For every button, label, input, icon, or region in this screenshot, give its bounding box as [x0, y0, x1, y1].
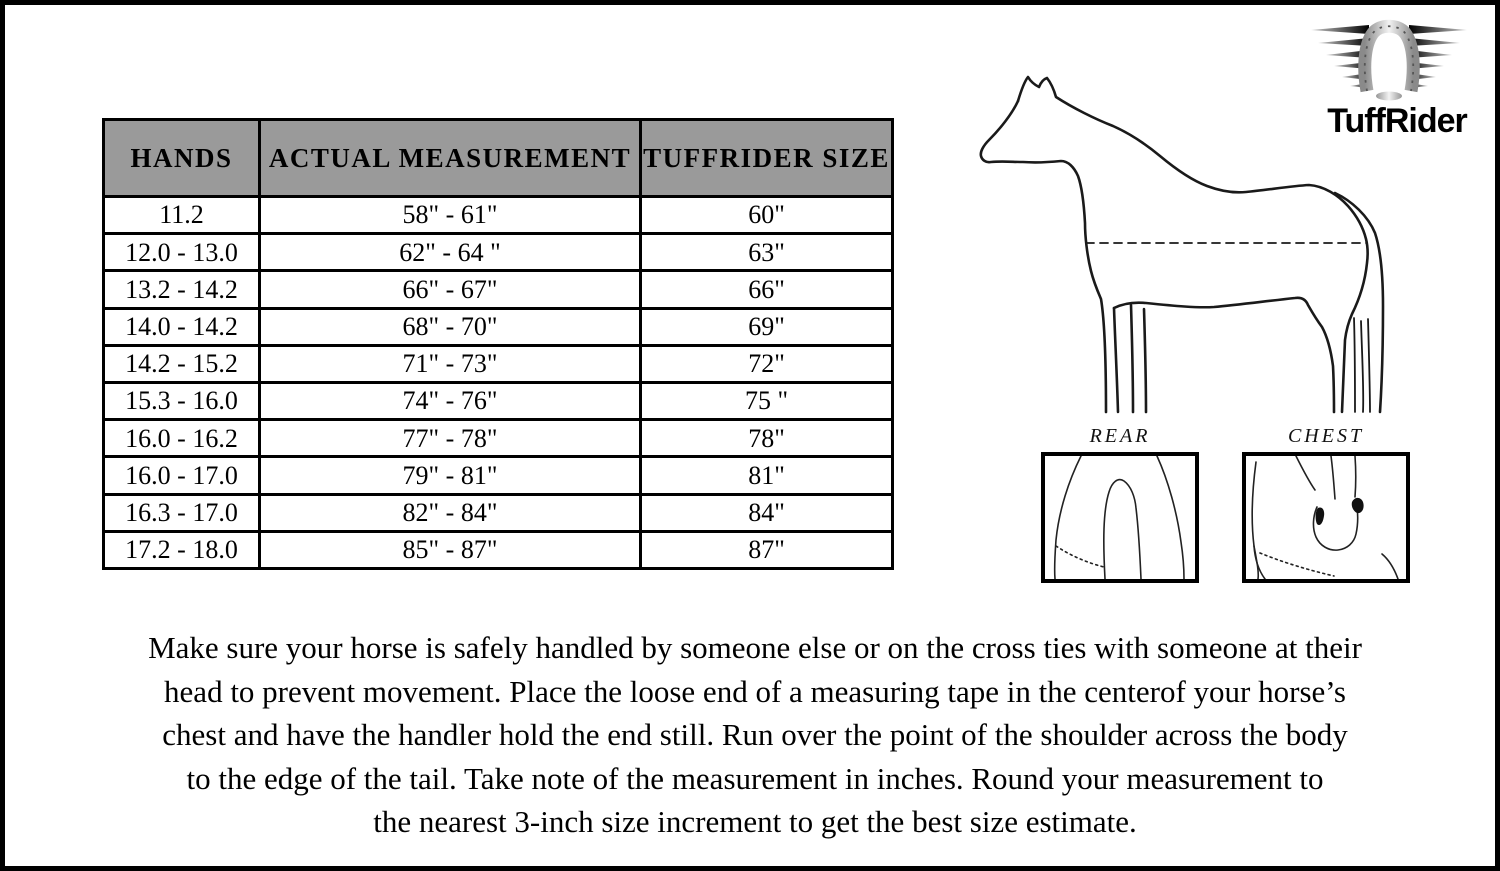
table-row	[104, 345, 893, 382]
instruction-line: chest and have the handler hold the end still. Run over the point of the shoulder across the body	[162, 717, 1348, 752]
cell-hands: 14.2 - 15.2	[104, 345, 260, 382]
cell-hands: 16.3 - 17.0	[104, 494, 260, 531]
cell-size: 66"	[641, 271, 893, 308]
chest-detail-box	[1242, 452, 1410, 583]
cell-hands: 16.0 - 16.2	[104, 420, 260, 457]
instruction-line: to the edge of the tail. Take note of the measurement in inches. Round your measurement to	[186, 760, 1324, 796]
winged-horseshoe-icon	[1305, 19, 1489, 103]
chest-label: CHEST	[1287, 425, 1365, 447]
table-row	[104, 420, 893, 457]
instruction-line: head to prevent movement. Place the loose end of a measuring tape in the centerof your horse’s	[164, 673, 1346, 709]
cell-size: 72"	[641, 345, 893, 382]
cell-measurement: 68" - 70"	[260, 308, 641, 345]
table-row	[104, 197, 893, 234]
table-row	[104, 457, 893, 494]
cell-hands: 15.3 - 16.0	[104, 382, 260, 419]
header-actual-measurement: ACTUAL MEASUREMENT	[260, 120, 641, 197]
instruction-line: the nearest 3-inch size increment to get the best size estimate.	[373, 804, 1137, 839]
chest-view-illustration	[1246, 456, 1406, 579]
table-row	[104, 271, 893, 308]
cell-measurement: 82" - 84"	[260, 494, 641, 531]
cell-size: 69"	[641, 308, 893, 345]
cell-size: 84"	[641, 494, 893, 531]
cell-measurement: 77" - 78"	[260, 420, 641, 457]
cell-measurement: 74" - 76"	[260, 382, 641, 419]
cell-measurement: 71" - 73"	[260, 345, 641, 382]
cell-size: 81"	[641, 457, 893, 494]
cell-hands: 17.2 - 18.0	[104, 531, 260, 568]
cell-hands: 12.0 - 13.0	[104, 234, 260, 271]
brand-name: TuffRider	[1327, 102, 1467, 140]
measuring-instructions	[35, 626, 1475, 844]
table-row	[104, 308, 893, 345]
cell-measurement: 62" - 64 "	[260, 234, 641, 271]
cell-measurement: 79" - 81"	[260, 457, 641, 494]
cell-size: 63"	[641, 234, 893, 271]
table-row	[104, 494, 893, 531]
header-tuffrider-size: TUFFRIDER SIZE	[641, 120, 893, 197]
rear-label: REAR	[1089, 425, 1151, 447]
tuffrider-logo	[1305, 19, 1489, 141]
table-row	[104, 531, 893, 568]
size-chart-table-wrap	[102, 118, 894, 570]
rear-detail-box	[1041, 452, 1199, 583]
table-header-row	[104, 120, 893, 197]
cell-measurement: 58" - 61"	[260, 197, 641, 234]
cell-size: 87"	[641, 531, 893, 568]
cell-measurement: 66" - 67"	[260, 271, 641, 308]
table-row	[104, 382, 893, 419]
cell-hands: 11.2	[104, 197, 260, 234]
header-hands: HANDS	[104, 120, 260, 197]
cell-size: 78"	[641, 420, 893, 457]
cell-hands: 16.0 - 17.0	[104, 457, 260, 494]
cell-size: 75 "	[641, 382, 893, 419]
size-chart-table	[102, 118, 894, 570]
cell-hands: 13.2 - 14.2	[104, 271, 260, 308]
instruction-line: Make sure your horse is safely handled by someone else or on the cross ties with someone at their	[148, 630, 1362, 665]
cell-hands: 14.0 - 14.2	[104, 308, 260, 345]
rear-view-illustration	[1045, 456, 1195, 579]
cell-size: 60"	[641, 197, 893, 234]
table-row	[104, 234, 893, 271]
cell-measurement: 85" - 87"	[260, 531, 641, 568]
